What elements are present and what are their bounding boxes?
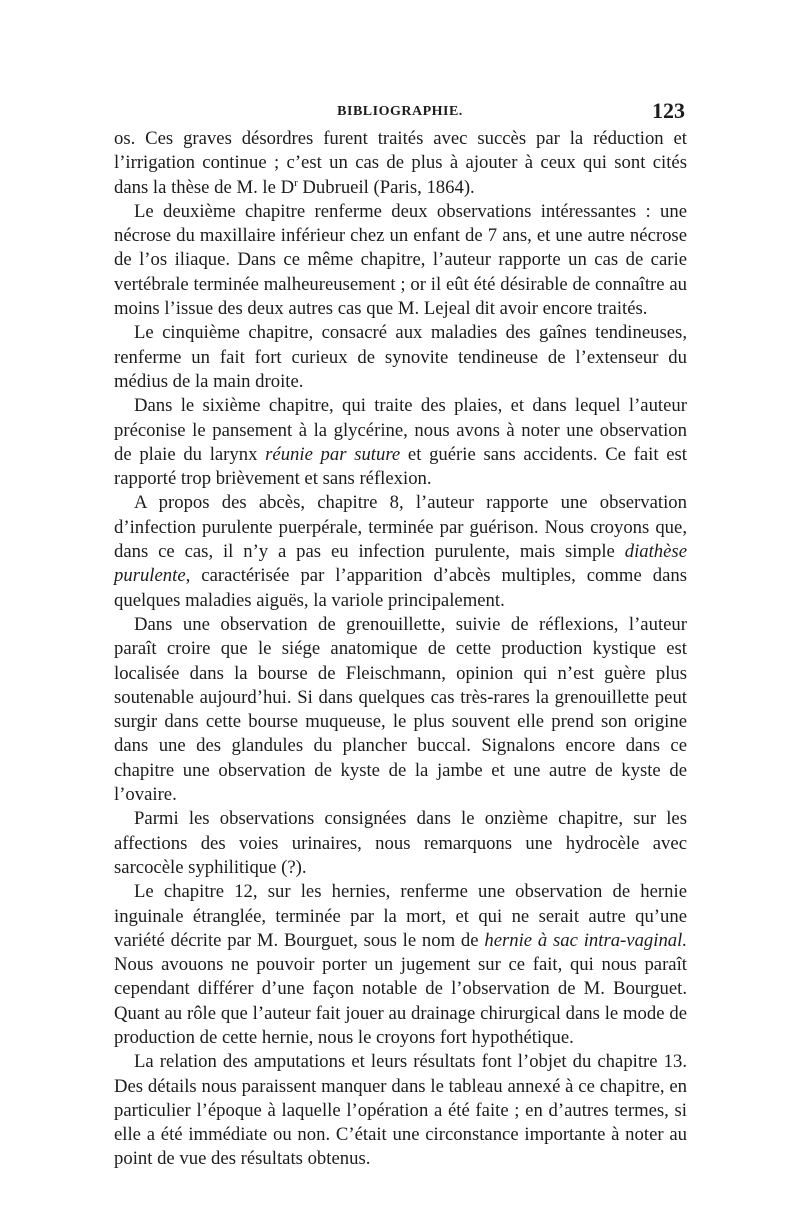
text-segment: Dubrueil (Paris, 1864). [297, 176, 475, 198]
text-segment: Le chapitre 12, sur les hernies, renferme une observation de hernie inguinale étranglée, terminée par la mort, et qui ne serait autre qu’une variété décrite par M. Bourguet, sous le nom de [114, 881, 687, 951]
paragraph [114, 880, 687, 1050]
italic-text: hernie à sac intra-vaginal. [484, 929, 688, 951]
paragraph [114, 491, 687, 612]
page-number: 123 [652, 98, 685, 123]
text-segment: Le deuxième chapitre renferme deux observations intéressantes : une nécrose du maxillaire inférieur chez un enfant de 7 ans, et une autre nécrose de l’os iliaque. Dans ce même chapitre, l’auteur rapporte un cas de carie vertébrale terminée malheureusement ; or il eût été désirable de connaître au moins l’issue des deux autres cas que M. Lejeal dit avoir encore traités. [114, 200, 687, 320]
text-segment: Dans une observation de grenouillette, suivie de réflexions, l’auteur paraît croire que le siége anatomique de cette production kystique est localisée dans la bourse de Fleischmann, opinion qui n’est guère plus soutenable aujourd’hui. Si dans quelques cas très-rares la grenouillette peut surgir dans cette bourse muqueuse, le plus souvent elle prend son origine dans une des glandules du plancher buccal. Signalons encore dans ce chapitre une observation de kyste de la jambe et une autre de kyste de l’ovaire. [114, 613, 687, 806]
text-segment: A propos des abcès, chapitre 8, l’auteur rapporte une observation d’infection purulente puerpérale, terminée par guérison. Nous croyons que, dans ce cas, il n’y a pas eu infection purulente, mais simple [114, 492, 687, 563]
text-segment: Le cinquième chapitre, consacré aux maladies des gaînes tendineuses, renferme un fait fort curieux de synovite tendineuse de l’extenseur du médius de la main droite. [114, 322, 687, 392]
paragraph [114, 613, 687, 807]
text-segment: La relation des amputations et leurs résultats font l’objet du chapitre 13. Des détails nous paraissent manquer dans le tableau annexé à ce chapitre, en particulier l’époque à laquelle l’opération a été faite ; en d’autres termes, si elle a été immédiate ou non. C’était une circonstance importante à noter au point de vue des résultats obtenus. [114, 1051, 687, 1170]
text-segment: , caractérisée par l’apparition d’abcès multiples, comme dans quelques maladies aiguës, la variole principalement. [114, 565, 687, 611]
superscript-text: r [294, 176, 298, 189]
text-segment: os. Ces graves désordres furent traités avec succès par la réduction et l’irrigation continue ; c’est un cas de plus à ajouter à ceux qui sont cités dans la thèse de M. le D [114, 128, 687, 198]
text-segment: Nous avouons ne pouvoir porter un jugement sur ce fait, qui nous paraît cependant différer d’une façon notable de l’observation de M. Bourguet. Quant au rôle que l’auteur fait jouer au drainage chirurgical dans le mode de production de cette hernie, nous le croyons fort hypothétique. [114, 954, 687, 1048]
paragraph [114, 127, 687, 200]
text-segment: Parmi les observations consignées dans le onzième chapitre, sur les affections des voies urinaires, nous remarquons une hydrocèle avec sarcocèle syphilitique (?). [114, 808, 687, 878]
paragraph [114, 807, 687, 880]
page-header-title: BIBLIOGRAPHIE. [337, 104, 463, 119]
running-head [115, 98, 685, 123]
text-segment: et guérie sans accidents. Ce fait est rapporté trop brièvement et sans réflexion. [114, 443, 687, 490]
text-segment: Dans le sixième chapitre, qui traite des plaies, et dans lequel l’auteur préconise le pansement à la glycérine, nous avons à noter une observation de plaie du larynx [114, 395, 687, 465]
paragraph [114, 200, 687, 321]
paragraph [114, 394, 687, 491]
paragraph [114, 321, 687, 394]
italic-text: diathèse purulente [114, 541, 687, 587]
body-text [114, 127, 687, 1172]
paragraph [114, 1050, 687, 1171]
italic-text: réunie par suture [265, 443, 401, 465]
